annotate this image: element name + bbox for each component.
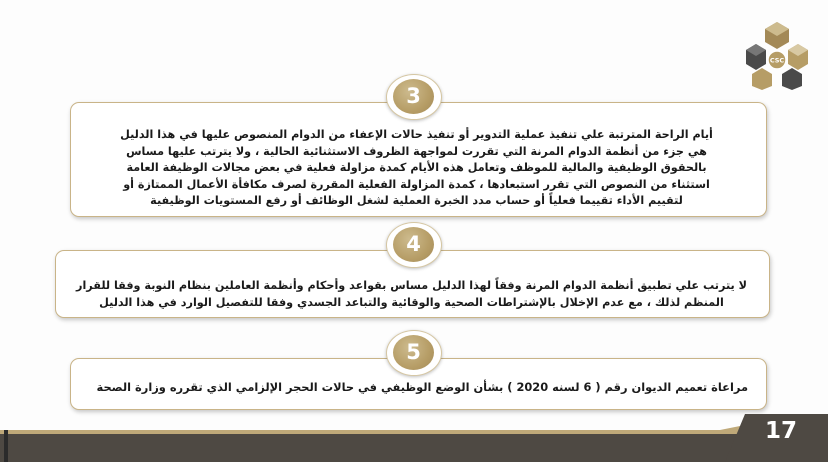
section-3-line-4: استثناء من النصوص التي تقرر استبعادها ، كمدة المزاولة الفعلية المقررة لصرف مكافأة الأعمال الممتازة أو — [123, 177, 710, 191]
section-3-line-3: بالحقوق الوظيفية والمالية للموظف وتعامل هذه الأيام كمدة مزاولة فعلية في بعض مجالات الوظيفة العامة — [126, 161, 707, 175]
section-3-line-2: هي جزء من أنظمة الدوام المرنة التي تقررت لمواجهة الظروف الاستثنائية الحالية ، ولا يترتب عليها مساس — [126, 144, 707, 158]
section-3-number-badge — [386, 74, 442, 120]
logo-bottom-right-cube — [782, 68, 802, 90]
section-5-number-badge — [386, 330, 442, 376]
section-4-line-1: لا يترتب علي تطبيق أنظمة الدوام المرنة وفقاً لهذا الدليل مساس بقواعد وأحكام وأنظمة العاملين بنظام النوبة وفقا للقرار — [76, 279, 747, 292]
logo-bottom-left-cube — [752, 68, 772, 90]
section-3-line-5: لتقييم الأداء تقييما فعلياً أو حساب مدد الخبرة العملية لشغل الوظائف أو رفع المستويات الوظيفية — [150, 194, 683, 208]
csc-logo — [744, 20, 810, 90]
section-4-line-2: المنظم لذلك ، مع عدم الإخلال بالإشتراطات الصحية والوقائية والتباعد الجسدي وفقا للتفصيل الوارد في هذا الدليل — [99, 295, 724, 309]
footer-band — [0, 410, 828, 462]
footer-gold-stripe — [0, 426, 828, 434]
section-4-number-badge — [386, 222, 442, 268]
logo-text: CSC — [769, 56, 785, 65]
section-5-line-1: مراعاة تعميم الديوان رقم ( 6 لسنه 2020 ) بشأن الوضع الوظيفي في حالات الحجر الإلزامي الذي تقرره وزارة الصحة — [96, 380, 748, 394]
section-5-number: 5 — [393, 335, 434, 370]
footer-dark-band — [0, 434, 828, 462]
page-number: 17 — [764, 418, 797, 444]
section-3-line-1: أيام الراحة المترتبة علي تنفيذ عملية التدوير أو تنفيذ حالات الإعفاء من الدوام المنصوص عليها في هذا الدليل — [120, 128, 713, 141]
section-3-number: 3 — [393, 79, 434, 114]
section-4-number: 4 — [393, 227, 434, 262]
